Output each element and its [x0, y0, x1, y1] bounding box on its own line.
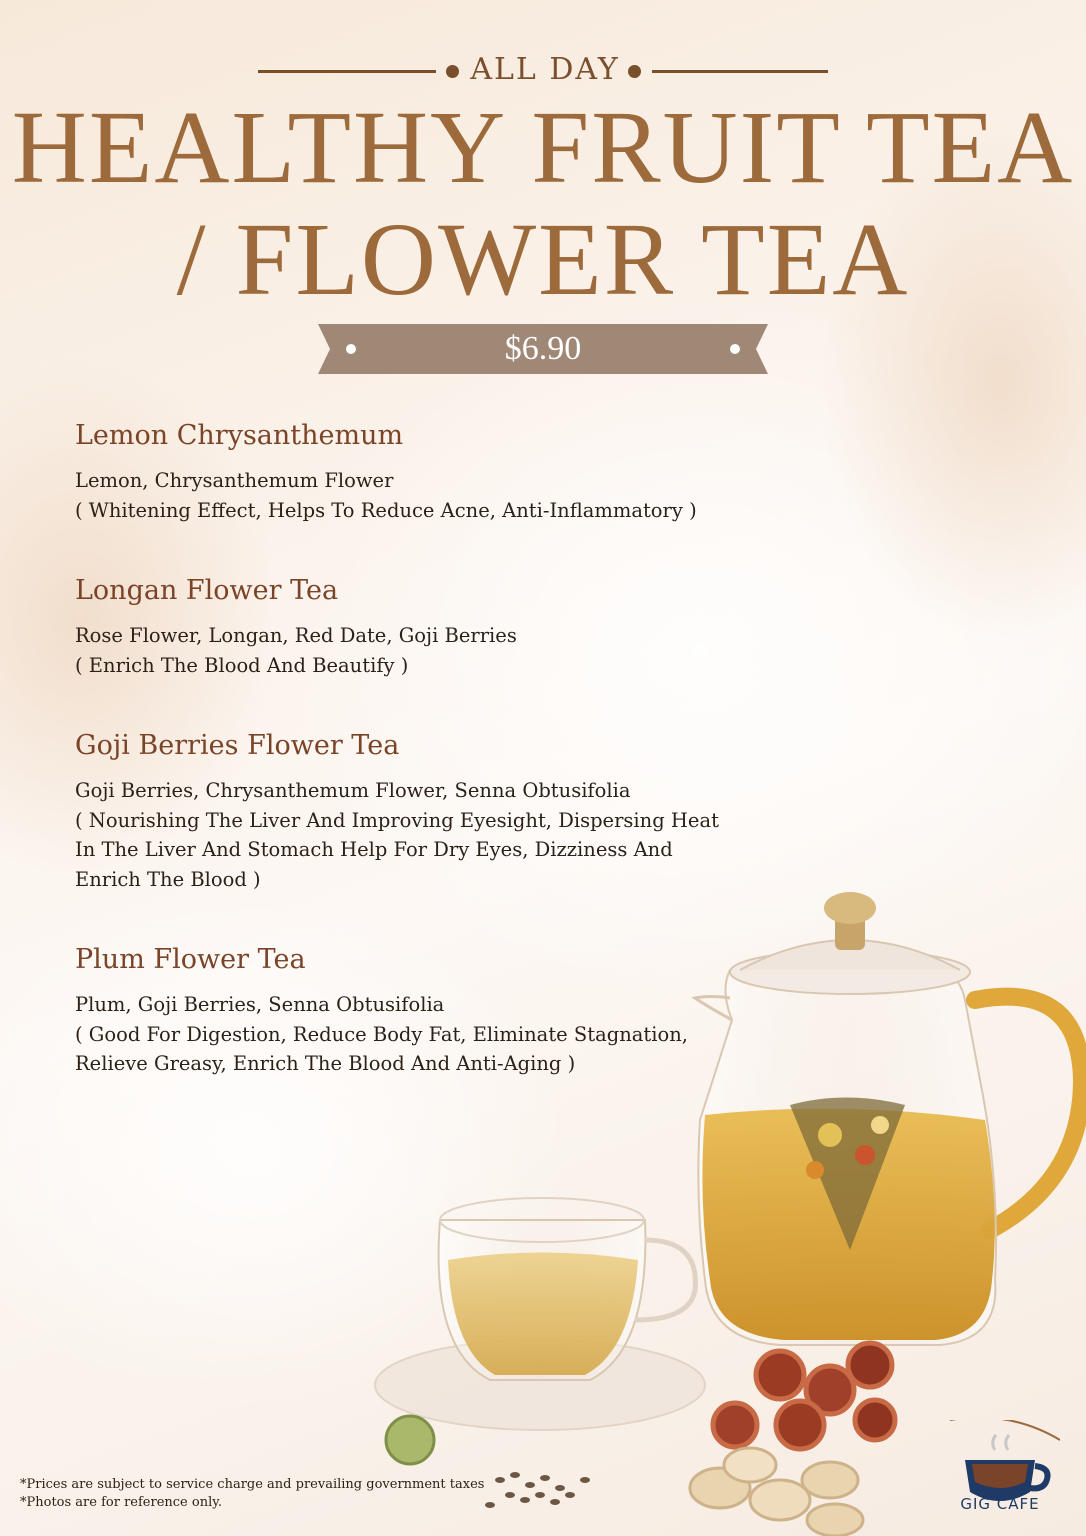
all-day-header	[0, 50, 1086, 90]
menu-item-name: Plum Flower Tea	[75, 944, 306, 975]
footnotes	[20, 1476, 500, 1512]
price-label: $6.90	[504, 330, 582, 367]
footnote-photos: *Photos are for reference only.	[20, 1495, 222, 1510]
senna-seeds	[485, 1472, 590, 1508]
menu-item-benefits: In The Liver And Stomach Help For Dry Eyes, Dizziness And	[75, 838, 673, 861]
price-ribbon	[318, 324, 768, 374]
menu-item-name: Longan Flower Tea	[75, 575, 339, 606]
menu-item-ingredients: Rose Flower, Longan, Red Date, Goji Berries	[75, 624, 517, 647]
menu-item-benefits: Enrich The Blood )	[75, 867, 261, 891]
menu-item	[75, 728, 735, 894]
page-title-line-1: HEALTHY FRUIT TEA	[11, 90, 1075, 205]
left-rule	[258, 70, 436, 73]
menu-item-name: Goji Berries Flower Tea	[75, 730, 400, 761]
brand-name: GIG CAFE	[960, 1495, 1040, 1513]
menu-item-benefits: ( Whitening Effect, Helps To Reduce Acne, Anti-Inflammatory )	[75, 498, 697, 522]
herbal-slices	[690, 1448, 863, 1536]
left-dot	[446, 65, 459, 78]
menu-item-benefits: ( Good For Digestion, Reduce Body Fat, Eliminate Stagnation,	[75, 1022, 688, 1046]
menu-item-ingredients: Goji Berries, Chrysanthemum Flower, Senna Obtusifolia	[75, 779, 631, 802]
menu-item-name: Lemon Chrysanthemum	[75, 420, 404, 451]
menu-item-ingredients: Lemon, Chrysanthemum Flower	[75, 469, 394, 492]
green-fruit	[386, 1416, 434, 1464]
menu-item-benefits: ( Nourishing The Liver And Improving Eyesight, Dispersing Heat	[75, 808, 719, 832]
page-title-line-2: / FLOWER TEA	[176, 202, 910, 317]
menu-item-benefits: Relieve Greasy, Enrich The Blood And Anti-Aging )	[75, 1052, 576, 1075]
red-dates	[713, 1343, 895, 1449]
right-rule	[652, 70, 828, 73]
menu-item-benefits: ( Enrich The Blood And Beautify )	[75, 653, 409, 677]
menu-item	[75, 573, 735, 680]
all-day-label: ALL DAY	[470, 52, 620, 87]
right-dot	[628, 65, 641, 78]
footnote-prices: *Prices are subject to service charge and prevailing government taxes	[20, 1477, 485, 1492]
menu-item	[75, 418, 735, 525]
menu-item-ingredients: Plum, Goji Berries, Senna Obtusifolia	[75, 993, 445, 1016]
